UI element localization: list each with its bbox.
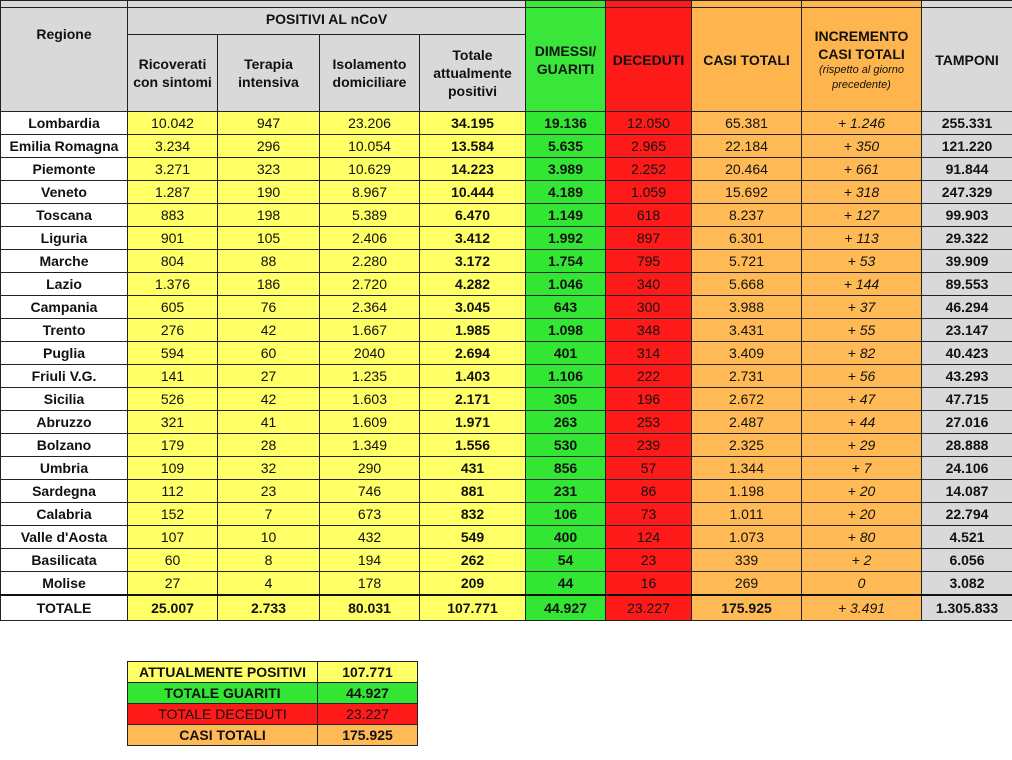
value-cell: 0 xyxy=(802,572,922,596)
region-name-cell: Calabria xyxy=(1,503,128,526)
header-increment-note2: precedente) xyxy=(832,78,891,91)
table-row xyxy=(1,365,1012,388)
region-name-cell: Sicilia xyxy=(1,388,128,411)
value-cell: 2.731 xyxy=(692,365,802,388)
header-total-positive-line3: positivi xyxy=(447,83,497,99)
header-spacer xyxy=(526,1,606,8)
value-cell: 1.235 xyxy=(320,365,420,388)
value-cell: 3.988 xyxy=(692,296,802,319)
value-cell: 89.553 xyxy=(922,273,1012,296)
value-cell: 526 xyxy=(128,388,218,411)
value-cell: 186 xyxy=(218,273,320,296)
value-cell: 1.403 xyxy=(420,365,526,388)
value-cell: + 20 xyxy=(802,503,922,526)
value-cell: 57 xyxy=(606,457,692,480)
value-cell: 2.965 xyxy=(606,135,692,158)
value-cell: 28 xyxy=(218,434,320,457)
value-cell: 65.381 xyxy=(692,112,802,135)
value-cell: 856 xyxy=(526,457,606,480)
value-cell: 1.073 xyxy=(692,526,802,549)
value-cell: 99.903 xyxy=(922,204,1012,227)
value-cell: 60 xyxy=(128,549,218,572)
summary-value: 175.925 xyxy=(318,725,418,746)
value-cell: 175.925 xyxy=(692,595,802,621)
value-cell: 8.967 xyxy=(320,181,420,204)
value-cell: 121.220 xyxy=(922,135,1012,158)
value-cell: 1.098 xyxy=(526,319,606,342)
table-row xyxy=(1,411,1012,434)
value-cell: 400 xyxy=(526,526,606,549)
value-cell: 178 xyxy=(320,572,420,596)
total-row xyxy=(1,595,1012,621)
value-cell: 6.470 xyxy=(420,204,526,227)
value-cell: 1.754 xyxy=(526,250,606,273)
value-cell: 3.172 xyxy=(420,250,526,273)
value-cell: 431 xyxy=(420,457,526,480)
header-deceased: DECEDUTI xyxy=(606,8,692,112)
value-cell: 5.668 xyxy=(692,273,802,296)
summary-row xyxy=(128,683,418,704)
value-cell: + 113 xyxy=(802,227,922,250)
region-name-cell: Trento xyxy=(1,319,128,342)
table-row xyxy=(1,227,1012,250)
value-cell: 6.301 xyxy=(692,227,802,250)
value-cell: 305 xyxy=(526,388,606,411)
region-name-cell: Sardegna xyxy=(1,480,128,503)
value-cell: 41 xyxy=(218,411,320,434)
value-cell: 432 xyxy=(320,526,420,549)
value-cell: 1.992 xyxy=(526,227,606,250)
value-cell: 269 xyxy=(692,572,802,596)
value-cell: 3.234 xyxy=(128,135,218,158)
value-cell: + 661 xyxy=(802,158,922,181)
region-name-cell: Liguria xyxy=(1,227,128,250)
value-cell: 340 xyxy=(606,273,692,296)
table-row xyxy=(1,526,1012,549)
value-cell: + 7 xyxy=(802,457,922,480)
header-recovered-line1: DIMESSI/ xyxy=(534,42,597,59)
value-cell: 23 xyxy=(606,549,692,572)
value-cell: 296 xyxy=(218,135,320,158)
value-cell: 198 xyxy=(218,204,320,227)
value-cell: 881 xyxy=(420,480,526,503)
value-cell: 1.609 xyxy=(320,411,420,434)
table-row xyxy=(1,480,1012,503)
value-cell: + 53 xyxy=(802,250,922,273)
region-name-cell: Piemonte xyxy=(1,158,128,181)
value-cell: + 318 xyxy=(802,181,922,204)
value-cell: 1.011 xyxy=(692,503,802,526)
value-cell: 247.329 xyxy=(922,181,1012,204)
value-cell: 152 xyxy=(128,503,218,526)
value-cell: 10.042 xyxy=(128,112,218,135)
region-name-cell: Abruzzo xyxy=(1,411,128,434)
value-cell: 29.322 xyxy=(922,227,1012,250)
summary-value: 107.771 xyxy=(318,662,418,683)
header-home-isolation-line2: domiciliare xyxy=(332,74,407,90)
table-row xyxy=(1,342,1012,365)
value-cell: 5.389 xyxy=(320,204,420,227)
value-cell: 107 xyxy=(128,526,218,549)
region-name-cell: TOTALE xyxy=(1,595,128,621)
summary-table xyxy=(127,661,418,746)
table-row xyxy=(1,296,1012,319)
value-cell: 1.149 xyxy=(526,204,606,227)
table-row xyxy=(1,135,1012,158)
value-cell: 16 xyxy=(606,572,692,596)
value-cell: 91.844 xyxy=(922,158,1012,181)
region-name-cell: Lazio xyxy=(1,273,128,296)
region-name-cell: Bolzano xyxy=(1,434,128,457)
value-cell: 6.056 xyxy=(922,549,1012,572)
value-cell: 10.629 xyxy=(320,158,420,181)
value-cell: 3.989 xyxy=(526,158,606,181)
value-cell: 605 xyxy=(128,296,218,319)
header-recovered xyxy=(526,8,606,112)
summary-label: TOTALE GUARITI xyxy=(128,683,318,704)
header-increment-note1: (rispetto al giorno xyxy=(819,63,904,76)
value-cell: 44.927 xyxy=(526,595,606,621)
value-cell: 594 xyxy=(128,342,218,365)
table-row xyxy=(1,204,1012,227)
value-cell: 141 xyxy=(128,365,218,388)
value-cell: 14.223 xyxy=(420,158,526,181)
value-cell: 1.287 xyxy=(128,181,218,204)
value-cell: 276 xyxy=(128,319,218,342)
value-cell: 107.771 xyxy=(420,595,526,621)
value-cell: 32 xyxy=(218,457,320,480)
value-cell: 3.045 xyxy=(420,296,526,319)
value-cell: 883 xyxy=(128,204,218,227)
header-hospitalized xyxy=(128,35,218,112)
value-cell: + 55 xyxy=(802,319,922,342)
value-cell: 42 xyxy=(218,388,320,411)
value-cell: 2.733 xyxy=(218,595,320,621)
value-cell: + 47 xyxy=(802,388,922,411)
value-cell: 80.031 xyxy=(320,595,420,621)
value-cell: 1.344 xyxy=(692,457,802,480)
value-cell: + 82 xyxy=(802,342,922,365)
header-spacer xyxy=(692,1,802,8)
value-cell: 832 xyxy=(420,503,526,526)
value-cell: 897 xyxy=(606,227,692,250)
value-cell: 179 xyxy=(128,434,218,457)
value-cell: 12.050 xyxy=(606,112,692,135)
value-cell: 3.271 xyxy=(128,158,218,181)
region-name-cell: Toscana xyxy=(1,204,128,227)
value-cell: 300 xyxy=(606,296,692,319)
header-spacer xyxy=(802,1,922,8)
value-cell: 321 xyxy=(128,411,218,434)
value-cell: 22.184 xyxy=(692,135,802,158)
value-cell: + 2 xyxy=(802,549,922,572)
value-cell: 1.985 xyxy=(420,319,526,342)
value-cell: 86 xyxy=(606,480,692,503)
value-cell: 13.584 xyxy=(420,135,526,158)
value-cell: 795 xyxy=(606,250,692,273)
header-increment-line1: INCREMENTO xyxy=(814,27,909,44)
value-cell: 10.054 xyxy=(320,135,420,158)
region-name-cell: Veneto xyxy=(1,181,128,204)
region-name-cell: Puglia xyxy=(1,342,128,365)
value-cell: 8.237 xyxy=(692,204,802,227)
header-total-positive xyxy=(420,35,526,112)
value-cell: 47.715 xyxy=(922,388,1012,411)
header-home-isolation-line1: Isolamento xyxy=(332,56,407,72)
value-cell: 263 xyxy=(526,411,606,434)
header-increment xyxy=(802,8,922,112)
header-positives-group: POSITIVI AL nCoV xyxy=(128,8,526,35)
value-cell: 255.331 xyxy=(922,112,1012,135)
value-cell: 25.007 xyxy=(128,595,218,621)
value-cell: 27 xyxy=(128,572,218,596)
value-cell: 239 xyxy=(606,434,692,457)
value-cell: 2.487 xyxy=(692,411,802,434)
value-cell: + 29 xyxy=(802,434,922,457)
table-row xyxy=(1,457,1012,480)
value-cell: 2.252 xyxy=(606,158,692,181)
value-cell: 27.016 xyxy=(922,411,1012,434)
value-cell: 2.406 xyxy=(320,227,420,250)
value-cell: 401 xyxy=(526,342,606,365)
value-cell: 10 xyxy=(218,526,320,549)
value-cell: 1.667 xyxy=(320,319,420,342)
region-name-cell: Basilicata xyxy=(1,549,128,572)
value-cell: 1.059 xyxy=(606,181,692,204)
table-row xyxy=(1,319,1012,342)
value-cell: 112 xyxy=(128,480,218,503)
value-cell: 124 xyxy=(606,526,692,549)
value-cell: 2.672 xyxy=(692,388,802,411)
value-cell: 109 xyxy=(128,457,218,480)
value-cell: + 350 xyxy=(802,135,922,158)
table-row xyxy=(1,181,1012,204)
value-cell: 549 xyxy=(420,526,526,549)
header-increment-line2: CASI TOTALI xyxy=(818,45,905,62)
table-row xyxy=(1,388,1012,411)
value-cell: 20.464 xyxy=(692,158,802,181)
header-total-positive-line1: Totale xyxy=(452,47,493,63)
table-row xyxy=(1,572,1012,596)
value-cell: 3.412 xyxy=(420,227,526,250)
value-cell: 2.325 xyxy=(692,434,802,457)
value-cell: + 144 xyxy=(802,273,922,296)
value-cell: 3.409 xyxy=(692,342,802,365)
value-cell: 194 xyxy=(320,549,420,572)
header-home-isolation xyxy=(320,35,420,112)
header-total-positive-line2: attualmente xyxy=(433,65,512,81)
value-cell: + 127 xyxy=(802,204,922,227)
value-cell: + 44 xyxy=(802,411,922,434)
value-cell: + 20 xyxy=(802,480,922,503)
value-cell: 4.282 xyxy=(420,273,526,296)
value-cell: 39.909 xyxy=(922,250,1012,273)
table-row xyxy=(1,434,1012,457)
value-cell: 1.305.833 xyxy=(922,595,1012,621)
value-cell: 2.364 xyxy=(320,296,420,319)
header-hospitalized-line2: con sintomi xyxy=(133,74,212,90)
value-cell: 1.603 xyxy=(320,388,420,411)
value-cell: 23.206 xyxy=(320,112,420,135)
value-cell: 46.294 xyxy=(922,296,1012,319)
header-tests: TAMPONI xyxy=(922,8,1012,112)
value-cell: 60 xyxy=(218,342,320,365)
value-cell: 1.556 xyxy=(420,434,526,457)
value-cell: 2.171 xyxy=(420,388,526,411)
value-cell: 348 xyxy=(606,319,692,342)
value-cell: 746 xyxy=(320,480,420,503)
value-cell: 1.971 xyxy=(420,411,526,434)
value-cell: 262 xyxy=(420,549,526,572)
region-name-cell: Emilia Romagna xyxy=(1,135,128,158)
value-cell: 190 xyxy=(218,181,320,204)
value-cell: 290 xyxy=(320,457,420,480)
value-cell: 40.423 xyxy=(922,342,1012,365)
value-cell: 5.721 xyxy=(692,250,802,273)
header-region: Regione xyxy=(1,8,128,112)
value-cell: + 1.246 xyxy=(802,112,922,135)
value-cell: 1.349 xyxy=(320,434,420,457)
value-cell: 1.106 xyxy=(526,365,606,388)
table-row xyxy=(1,250,1012,273)
value-cell: 530 xyxy=(526,434,606,457)
value-cell: 76 xyxy=(218,296,320,319)
region-name-cell: Valle d'Aosta xyxy=(1,526,128,549)
table-body xyxy=(1,112,1012,621)
value-cell: 73 xyxy=(606,503,692,526)
value-cell: 34.195 xyxy=(420,112,526,135)
value-cell: 673 xyxy=(320,503,420,526)
region-name-cell: Lombardia xyxy=(1,112,128,135)
value-cell: 643 xyxy=(526,296,606,319)
header-icu-line1: Terapia xyxy=(244,56,293,72)
region-name-cell: Marche xyxy=(1,250,128,273)
value-cell: 7 xyxy=(218,503,320,526)
value-cell: + 3.491 xyxy=(802,595,922,621)
value-cell: 4 xyxy=(218,572,320,596)
value-cell: 105 xyxy=(218,227,320,250)
value-cell: 1.376 xyxy=(128,273,218,296)
value-cell: 23 xyxy=(218,480,320,503)
value-cell: 14.087 xyxy=(922,480,1012,503)
value-cell: 2040 xyxy=(320,342,420,365)
value-cell: 2.720 xyxy=(320,273,420,296)
summary-value: 44.927 xyxy=(318,683,418,704)
header-hospitalized-line1: Ricoverati xyxy=(138,56,207,72)
table-row xyxy=(1,158,1012,181)
value-cell: 209 xyxy=(420,572,526,596)
header-total-cases: CASI TOTALI xyxy=(692,8,802,112)
value-cell: 2.280 xyxy=(320,250,420,273)
value-cell: 3.431 xyxy=(692,319,802,342)
header-spacer xyxy=(606,1,692,8)
value-cell: 10.444 xyxy=(420,181,526,204)
value-cell: 19.136 xyxy=(526,112,606,135)
value-cell: + 37 xyxy=(802,296,922,319)
summary-label: TOTALE DECEDUTI xyxy=(128,704,318,725)
value-cell: 196 xyxy=(606,388,692,411)
value-cell: 314 xyxy=(606,342,692,365)
header-spacer xyxy=(922,1,1012,8)
summary-row xyxy=(128,704,418,725)
region-name-cell: Umbria xyxy=(1,457,128,480)
value-cell: 4.521 xyxy=(922,526,1012,549)
header-spacer-top xyxy=(128,1,526,8)
table-row xyxy=(1,112,1012,135)
value-cell: 43.293 xyxy=(922,365,1012,388)
header-icu xyxy=(218,35,320,112)
summary-row xyxy=(128,662,418,683)
value-cell: 15.692 xyxy=(692,181,802,204)
header-recovered-line2: GUARITI xyxy=(536,60,595,77)
value-cell: 231 xyxy=(526,480,606,503)
value-cell: 23.227 xyxy=(606,595,692,621)
value-cell: 339 xyxy=(692,549,802,572)
table-row xyxy=(1,503,1012,526)
value-cell: 23.147 xyxy=(922,319,1012,342)
value-cell: 5.635 xyxy=(526,135,606,158)
summary-value: 23.227 xyxy=(318,704,418,725)
summary-label: CASI TOTALI xyxy=(128,725,318,746)
summary-label: ATTUALMENTE POSITIVI xyxy=(128,662,318,683)
header-icu-line2: intensiva xyxy=(238,74,299,90)
value-cell: 618 xyxy=(606,204,692,227)
value-cell: 4.189 xyxy=(526,181,606,204)
value-cell: 27 xyxy=(218,365,320,388)
table-row xyxy=(1,549,1012,572)
value-cell: 3.082 xyxy=(922,572,1012,596)
value-cell: 1.198 xyxy=(692,480,802,503)
value-cell: 8 xyxy=(218,549,320,572)
value-cell: 323 xyxy=(218,158,320,181)
value-cell: 2.694 xyxy=(420,342,526,365)
value-cell: 88 xyxy=(218,250,320,273)
value-cell: 24.106 xyxy=(922,457,1012,480)
value-cell: 42 xyxy=(218,319,320,342)
region-name-cell: Friuli V.G. xyxy=(1,365,128,388)
value-cell: 947 xyxy=(218,112,320,135)
value-cell: 28.888 xyxy=(922,434,1012,457)
region-name-cell: Campania xyxy=(1,296,128,319)
value-cell: 1.046 xyxy=(526,273,606,296)
table-row xyxy=(1,273,1012,296)
summary-body xyxy=(128,662,418,746)
value-cell: 253 xyxy=(606,411,692,434)
value-cell: + 80 xyxy=(802,526,922,549)
summary-row xyxy=(128,725,418,746)
value-cell: 44 xyxy=(526,572,606,596)
value-cell: 901 xyxy=(128,227,218,250)
value-cell: 804 xyxy=(128,250,218,273)
value-cell: 54 xyxy=(526,549,606,572)
header-spacer xyxy=(1,1,128,8)
value-cell: 222 xyxy=(606,365,692,388)
region-name-cell: Molise xyxy=(1,572,128,596)
value-cell: 22.794 xyxy=(922,503,1012,526)
value-cell: + 56 xyxy=(802,365,922,388)
value-cell: 106 xyxy=(526,503,606,526)
